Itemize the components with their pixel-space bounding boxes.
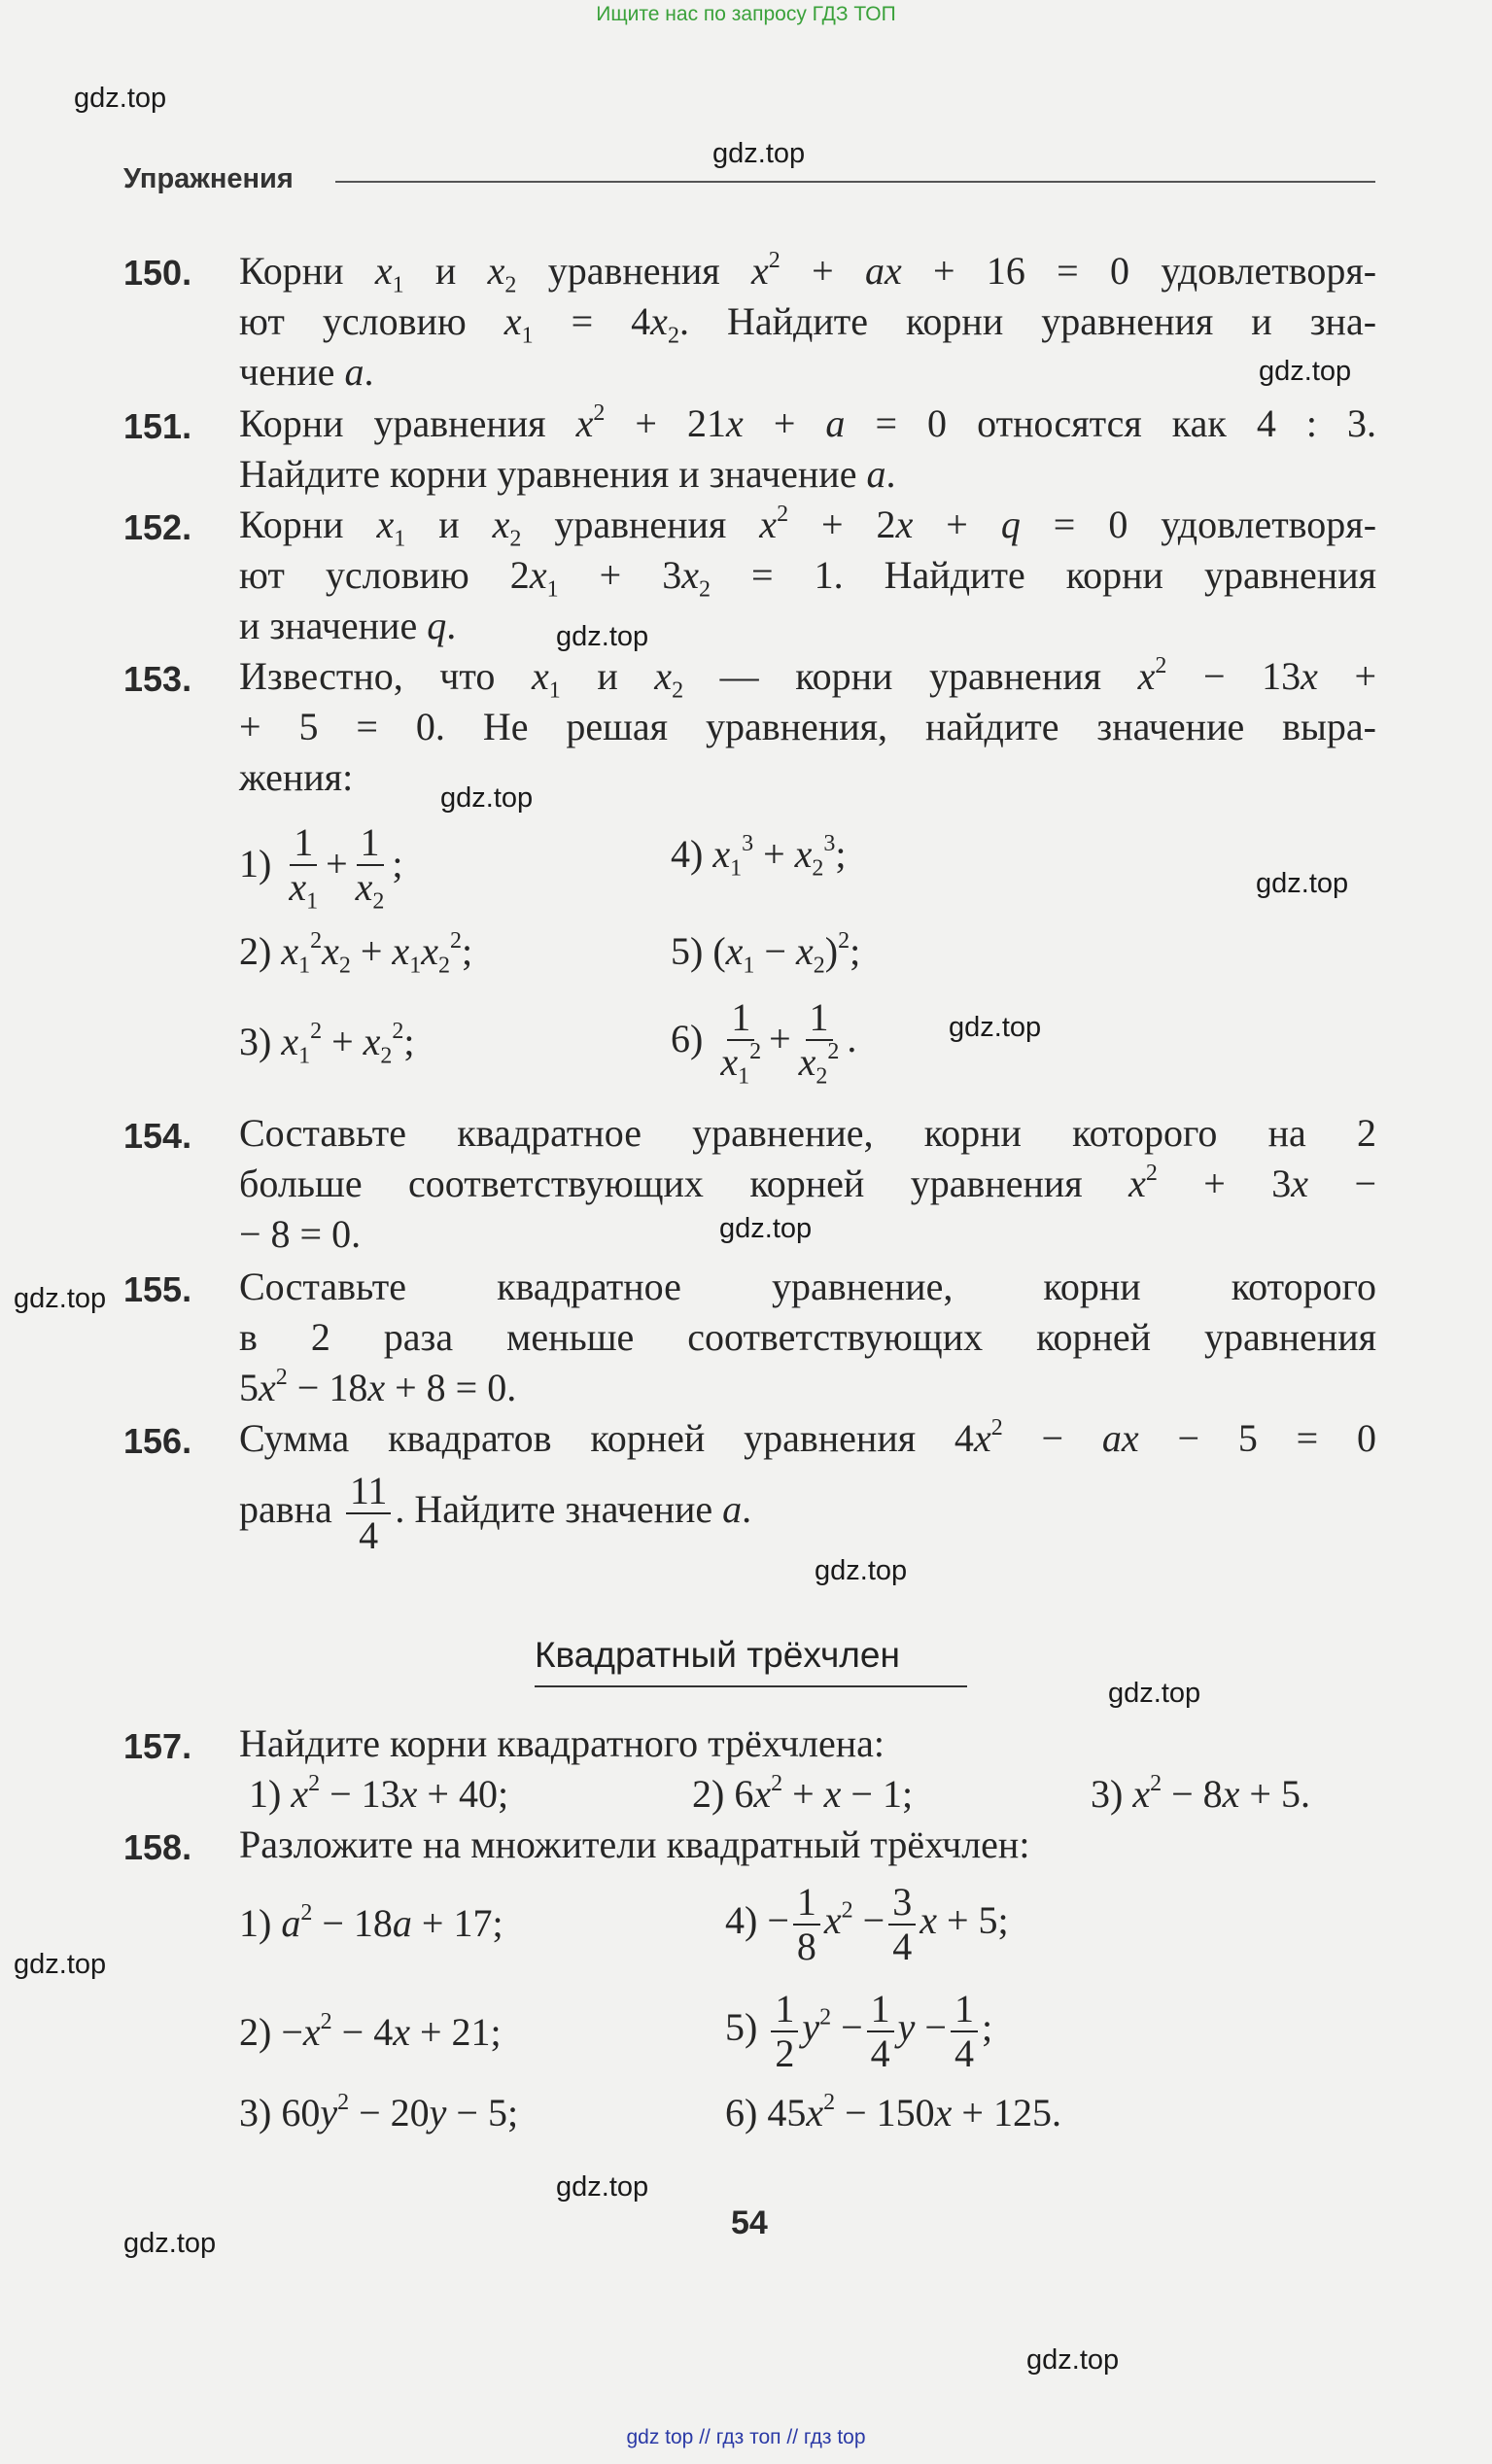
watermark: gdz.top: [712, 138, 806, 169]
exercise-line: Известно, что $x_1$ и $x_2$ — корни уравнения $x^2 - 13x$ +: [239, 653, 1376, 704]
watermark: gdz.top: [1259, 356, 1352, 387]
exercise-number: 151.: [123, 406, 192, 446]
exercise-number: 158.: [123, 1827, 192, 1867]
heading-underline: [535, 1685, 967, 1687]
exercise-line: − 8 = 0.: [239, 1212, 362, 1256]
exercise-line: ют условию $2x_1 + 3x_2 = 1$. Найдите корни уравнения: [239, 553, 1377, 603]
sub-item: 1) $a^2 - 18a + 17$;: [239, 1900, 503, 1945]
exercise-line: ют условию $x_1 = 4x_2$. Найдите корни уравнения и зна-: [239, 299, 1377, 349]
page-number: 54: [731, 2204, 768, 2241]
watermark: gdz.top: [949, 1012, 1042, 1043]
exercise-number: 152.: [123, 507, 192, 547]
exercise-line: Корни $x_1$ и $x_2$ уравнения $x^2$ + ax + 16 = 0 удовлетворя-: [239, 248, 1377, 298]
watermark: gdz.top: [815, 1555, 908, 1586]
watermark: gdz.top: [123, 2228, 217, 2259]
sub-item: $2) -x^2 - 4x + 21$;: [239, 2009, 502, 2054]
sub-item: 1) $\frac{1}{x_1}$ + $\frac{1}{x_2}$ ;: [239, 820, 403, 915]
sub-item: 3) $60y^2 - 20y - 5$;: [239, 2090, 519, 2134]
exercise-line: и значение q.: [239, 604, 457, 647]
watermark: gdz.top: [1026, 2344, 1120, 2376]
exercise-line: больше соответствующих корней уравнения $x^2 + 3x$ −: [239, 1161, 1376, 1205]
exercise-line: Сумма квадратов корней уравнения $4x^2$ − ax − 5 = 0: [239, 1415, 1377, 1460]
watermark: gdz.top: [556, 2171, 649, 2203]
sub-item: 4) − $\frac{1}{8}$ $x^2$ − $\frac{3}{4}$ x + 5;: [725, 1880, 1009, 1968]
exercise-number: 154.: [123, 1116, 192, 1156]
sub-item: 6) $\frac{1}{x_1^2}$ + $\frac{1}{x_2^2}$ .: [671, 995, 857, 1090]
sub-item: 3) $x^2 - 8x + 5$.: [1091, 1771, 1310, 1816]
exercise-line: равна $\frac{11}{4}$ . Найдите значение a.: [239, 1469, 752, 1557]
exercise-line: Разложите на множители квадратный трёхчлен:: [239, 1822, 1030, 1866]
sub-item: 1) $x^2 - 13x + 40$;: [249, 1771, 509, 1816]
exercise-number: 150.: [123, 253, 192, 293]
exercise-line: чение a.: [239, 350, 374, 394]
exercise-line: Корни уравнения $x^2 + 21x + a = 0$ относятся как 4 : 3.: [239, 400, 1377, 445]
watermark: gdz.top: [14, 1949, 107, 1980]
exercise-number: 157.: [123, 1726, 192, 1766]
exercise-line: в 2 раза меньше соответствующих корней уравнения: [239, 1315, 1376, 1359]
sub-item: 3) $x_1^2 + x_2^2$;: [239, 1019, 415, 1069]
bottom-banner[interactable]: gdz top // гдз топ // гдз top: [626, 2426, 866, 2448]
sub-item: 6) $45x^2 - 150x + 125$.: [725, 2090, 1061, 2134]
section-label: Упражнения: [123, 163, 294, 194]
top-banner[interactable]: Ищите нас по запросу ГДЗ ТОП: [596, 3, 896, 25]
exercise-number: 153.: [123, 659, 192, 699]
section-heading: Квадратный трёхчлен: [535, 1635, 900, 1675]
exercise-line: Составьте квадратное уравнение, корни которого на 2: [239, 1111, 1376, 1155]
exercise-number: 156.: [123, 1421, 192, 1461]
exercise-number: 155.: [123, 1269, 192, 1309]
exercise-line: + 5 = 0. Не решая уравнения, найдите значение выра-: [239, 705, 1376, 748]
exercise-line: жения:: [239, 755, 354, 799]
sub-item: 5) $\frac{1}{2}$ $y^2$ − $\frac{1}{4}$ y − $\frac{1}{4}$ ;: [725, 1987, 993, 2075]
sub-item: 2) $6x^2 + x - 1$;: [692, 1771, 914, 1816]
sub-item: 5) $(x_1 - x_2)^2$;: [671, 928, 861, 979]
watermark: gdz.top: [1108, 1678, 1201, 1709]
exercise-line: Составьте квадратное уравнение, корни которого: [239, 1265, 1376, 1308]
sub-item: 2) $x_1^2x_2 + x_1x_2^2$;: [239, 928, 473, 979]
watermark: gdz.top: [74, 83, 167, 114]
exercise-line: Найдите корни уравнения и значение a.: [239, 452, 896, 496]
watermark: gdz.top: [440, 782, 534, 814]
sub-item: 4) $x_1^3 + x_2^3$;: [671, 831, 847, 882]
exercise-line: $5x^2 - 18x + 8 = 0$.: [239, 1365, 517, 1409]
exercise-line: Найдите корни квадратного трёхчлена:: [239, 1721, 885, 1765]
exercise-line: Корни $x_1$ и $x_2$ уравнения $x^2 + 2x + q = 0$ удовлетворя-: [239, 502, 1377, 552]
watermark: gdz.top: [1256, 868, 1349, 899]
watermark: gdz.top: [719, 1213, 813, 1244]
watermark: gdz.top: [556, 621, 649, 652]
watermark: gdz.top: [14, 1283, 107, 1314]
section-rule: [335, 181, 1375, 183]
